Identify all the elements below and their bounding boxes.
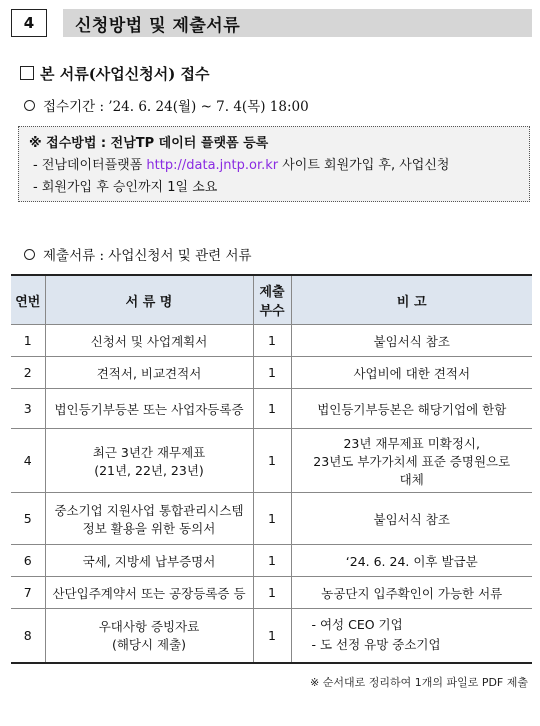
header-name: 서 류 명 <box>45 275 253 325</box>
row-name-line: (21년, 22년, 23년) <box>94 462 204 478</box>
table-row <box>11 493 532 545</box>
row-name-line: 법인등기부등본 또는 사업자등록증 <box>54 401 244 417</box>
section-header <box>11 9 532 39</box>
period-text: 접수기간 : ’24. 6. 24(월) ~ 7. 4(목) 18:00 <box>43 99 309 115</box>
documents-title-text: 제출서류 : 사업신청서 및 관련 서류 <box>43 248 252 264</box>
row-note <box>291 357 532 389</box>
square-bullet-icon <box>20 66 34 80</box>
documents-table <box>11 274 532 664</box>
row-name <box>45 325 253 357</box>
row-name-line: 정보 활용을 위한 동의서 <box>82 520 216 536</box>
row-copies: 1 <box>253 357 291 389</box>
header-no: 연번 <box>11 275 45 325</box>
row-note <box>291 577 532 609</box>
row-note-line: 붙임서식 참조 <box>373 333 450 349</box>
row-no: 1 <box>11 325 45 357</box>
row-no: 4 <box>11 429 45 493</box>
subtitle-text: 본 서류(사업신청서) 접수 <box>40 65 210 83</box>
row-copies: 1 <box>253 389 291 429</box>
platform-link[interactable]: http://data.jntp.or.kr <box>146 158 279 173</box>
table-row <box>11 357 532 389</box>
row-name <box>45 545 253 577</box>
notice-line-2: - 회원가입 후 승인까지 1일 소요 <box>33 180 218 195</box>
table-row <box>11 545 532 577</box>
row-note <box>291 389 532 429</box>
header-copies: 제출 부수 <box>253 275 291 325</box>
row-note-line: 대체 <box>399 471 424 487</box>
row-no: 7 <box>11 577 45 609</box>
row-note <box>291 429 532 493</box>
row-name-line: 산단입주계약서 또는 공장등록증 등 <box>52 585 246 601</box>
row-copies: 1 <box>253 325 291 357</box>
table-row <box>11 609 532 663</box>
table-row <box>11 389 532 429</box>
notice-box <box>18 126 530 202</box>
row-note <box>291 325 532 357</box>
row-copies: 1 <box>253 429 291 493</box>
row-no: 5 <box>11 493 45 545</box>
row-note-line: 23년 재무제표 미확정시, <box>343 435 480 451</box>
row-note <box>291 609 532 663</box>
circle-bullet-icon <box>24 100 35 111</box>
row-name <box>45 493 253 545</box>
application-period <box>24 95 309 115</box>
row-note-line: ‘24. 6. 24. 이후 발급분 <box>345 553 478 569</box>
row-note-line: - 도 선정 유망 중소기업 <box>311 637 441 653</box>
footer-note: ※ 순서대로 정리하여 1개의 파일로 PDF 제출 <box>309 676 528 689</box>
table-header-row <box>11 275 532 325</box>
row-copies: 1 <box>253 609 291 663</box>
row-copies: 1 <box>253 545 291 577</box>
row-name-line: 신청서 및 사업계획서 <box>90 333 208 349</box>
row-name-line: (해당시 제출) <box>111 637 187 653</box>
table-row <box>11 429 532 493</box>
row-note-line: - 여성 CEO 기업 <box>311 617 403 633</box>
row-name-line: 우대사항 증빙자료 <box>98 619 200 635</box>
row-name <box>45 577 253 609</box>
table-row <box>11 577 532 609</box>
row-name <box>45 357 253 389</box>
table-row <box>11 325 532 357</box>
documents-title <box>24 244 252 264</box>
row-note-line: 농공단지 입주확인이 가능한 서류 <box>321 585 503 601</box>
header-note: 비 고 <box>291 275 532 325</box>
row-note <box>291 545 532 577</box>
row-name <box>45 429 253 493</box>
row-note-line: 23년도 부가가치세 표준 증명원으로 <box>313 453 511 469</box>
row-name-line: 견적서, 비교견적서 <box>96 365 202 381</box>
row-name-line: 최근 3년간 재무제표 <box>92 444 206 460</box>
circle-bullet-icon <box>24 249 35 260</box>
row-no: 8 <box>11 609 45 663</box>
row-no: 2 <box>11 357 45 389</box>
section-number: 4 <box>11 9 47 37</box>
row-note-line: 법인등기부등본은 해당기업에 한함 <box>317 401 507 417</box>
notice-line-1: - 전남데이터플랫폼 http://data.jntp.or.kr 사이트 회원가입 후, 사업신청 <box>33 158 450 173</box>
row-name <box>45 389 253 429</box>
row-note-line: 붙임서식 참조 <box>373 511 450 527</box>
row-no: 6 <box>11 545 45 577</box>
row-copies: 1 <box>253 577 291 609</box>
row-name-line: 국세, 지방세 납부증명서 <box>82 553 216 569</box>
row-note-line: 사업비에 대한 견적서 <box>353 365 471 381</box>
row-name-line: 중소기업 지원사업 통합관리시스템 <box>54 502 244 518</box>
row-copies: 1 <box>253 493 291 545</box>
subtitle <box>20 63 210 84</box>
row-no: 3 <box>11 389 45 429</box>
row-name <box>45 609 253 663</box>
row-note <box>291 493 532 545</box>
section-title: 신청방법 및 제출서류 <box>63 9 532 37</box>
notice-title: ※ 접수방법 : 전남TP 데이터 플랫폼 등록 <box>29 136 269 151</box>
